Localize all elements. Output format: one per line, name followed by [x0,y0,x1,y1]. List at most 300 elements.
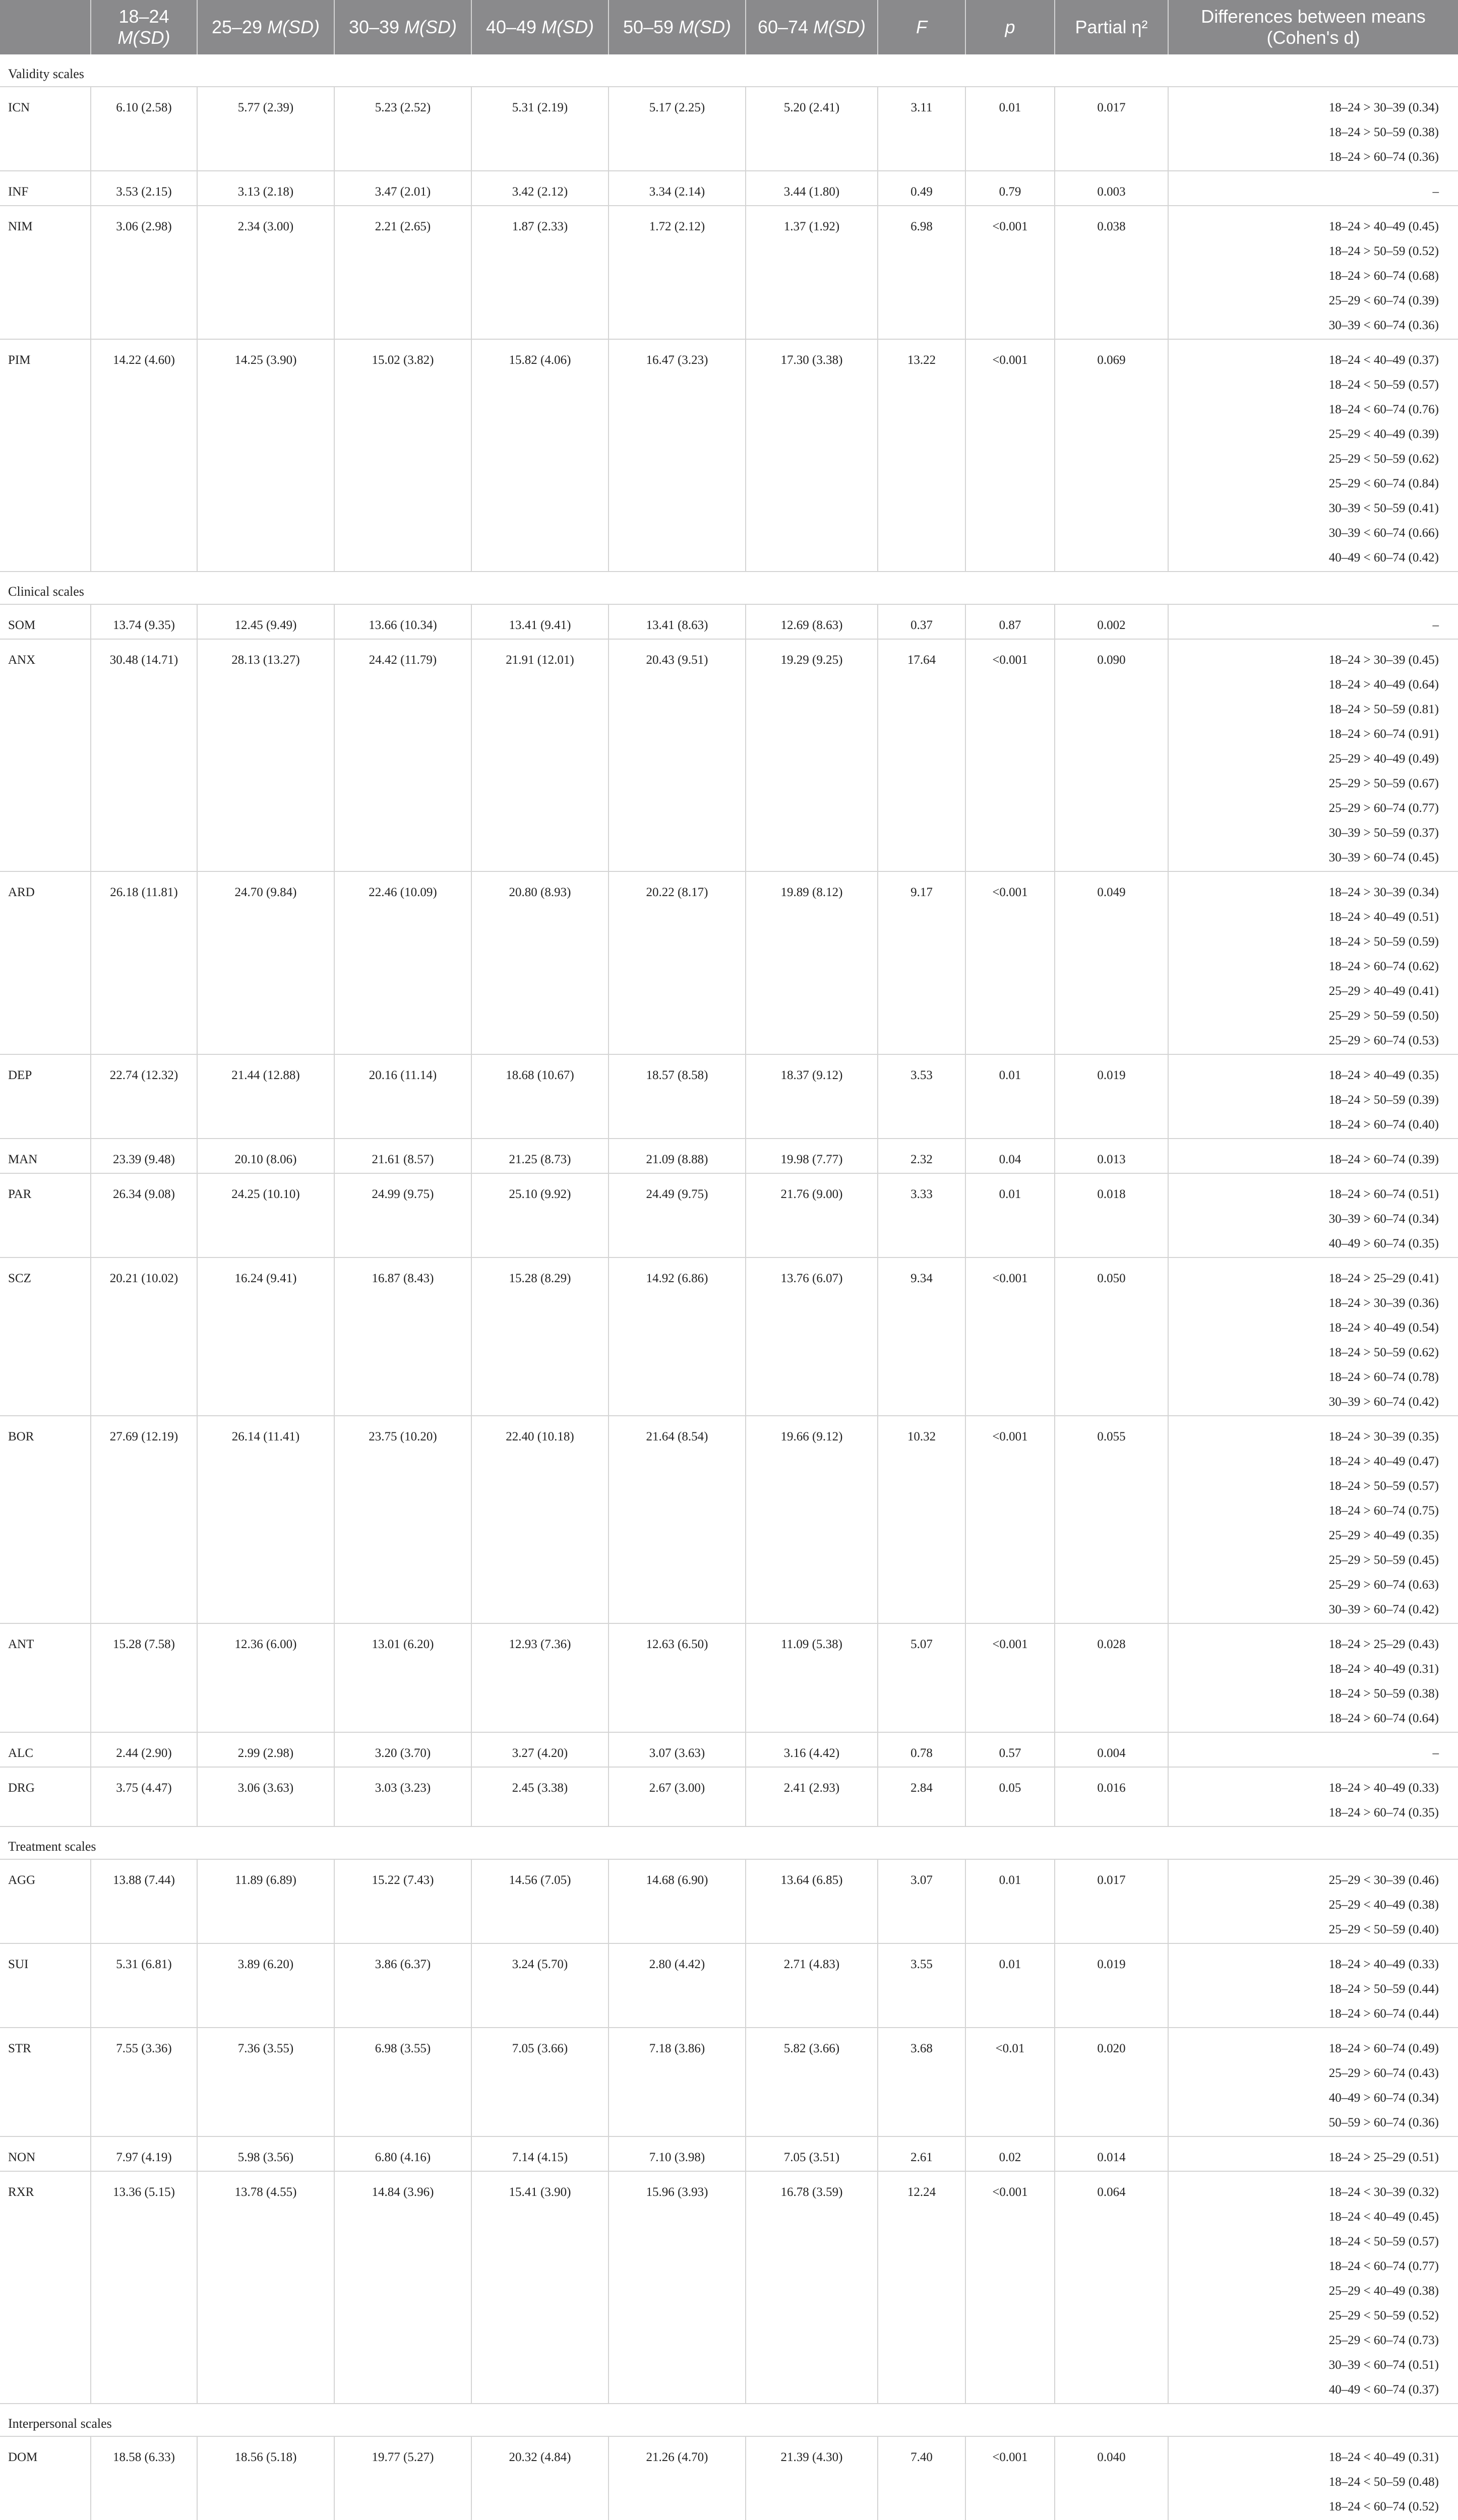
table-cell: 0.02 [965,2136,1055,2171]
table-cell: 24.70 (9.84) [197,871,334,1054]
scale-name: INF [0,171,91,206]
table-cell: <0.001 [965,1416,1055,1623]
table-cell: 0.002 [1055,604,1168,639]
table-cell: 19.89 (8.12) [746,871,878,1054]
table-cell: 16.78 (3.59) [746,2171,878,2404]
table-cell: 13.64 (6.85) [746,1859,878,1943]
table-cell: <0.001 [965,639,1055,871]
table-cell: 2.21 (2.65) [334,206,471,339]
table-cell: 13.78 (4.55) [197,2171,334,2404]
scale-name: NIM [0,206,91,339]
differences-cell [1168,1943,1458,2028]
differences-cell [1168,871,1458,1054]
difference-item: 25–29 > 40–49 (0.49) [1328,752,1439,766]
scale-name: PAR [0,1173,91,1257]
table-cell: 7.14 (4.15) [471,2136,609,2171]
table-cell: 0.017 [1055,1859,1168,1943]
table-cell: 3.47 (2.01) [334,171,471,206]
table-cell: 0.01 [965,87,1055,171]
table-cell: 0.049 [1055,871,1168,1054]
table-cell: 19.98 (7.77) [746,1139,878,1173]
differences-cell [1168,604,1458,639]
table-cell: 0.038 [1055,206,1168,339]
difference-item: 18–24 < 50–59 (0.48) [1328,2475,1439,2489]
table-cell: 0.57 [965,1732,1055,1767]
table-row [0,2436,1458,2520]
difference-item: 30–39 > 60–74 (0.42) [1328,1603,1439,1616]
table-cell: 0.01 [965,1054,1055,1139]
difference-item: 50–59 > 60–74 (0.36) [1328,2116,1439,2129]
difference-item: 25–29 > 40–49 (0.41) [1328,984,1439,998]
difference-item: 18–24 > 40–49 (0.35) [1328,1068,1439,1082]
table-cell: 13.66 (10.34) [334,604,471,639]
table-cell: 3.55 [878,1943,965,2028]
table-cell: 3.16 (4.42) [746,1732,878,1767]
table-cell: 14.68 (6.90) [609,1859,746,1943]
table-row [0,1054,1458,1139]
differences-cell [1168,1767,1458,1826]
table-cell: 7.10 (3.98) [609,2136,746,2171]
table-cell: 2.44 (2.90) [91,1732,197,1767]
table-cell: 3.68 [878,2028,965,2136]
table-cell: 16.87 (8.43) [334,1257,471,1416]
table-cell: 3.53 [878,1054,965,1139]
table-cell: 5.23 (2.52) [334,87,471,171]
differences-cell [1168,1257,1458,1416]
table-cell: 3.53 (2.15) [91,171,197,206]
table-cell: 7.97 (4.19) [91,2136,197,2171]
table-cell: 2.41 (2.93) [746,1767,878,1826]
table-cell: 21.91 (12.01) [471,639,609,871]
table-cell: 25.10 (9.92) [471,1173,609,1257]
table-cell: 2.45 (3.38) [471,1767,609,1826]
table-cell: 3.86 (6.37) [334,1943,471,2028]
table-cell: <0.001 [965,2436,1055,2520]
table-cell: 30.48 (14.71) [91,639,197,871]
difference-item: 18–24 < 30–39 (0.32) [1328,2185,1439,2199]
scale-name: NON [0,2136,91,2171]
table-cell: 1.72 (2.12) [609,206,746,339]
table-cell: 0.090 [1055,639,1168,871]
table-cell: 2.61 [878,2136,965,2171]
table-cell: 12.93 (7.36) [471,1623,609,1732]
table-cell: 26.18 (11.81) [91,871,197,1054]
table-cell: 0.87 [965,604,1055,639]
table-cell: 21.44 (12.88) [197,1054,334,1139]
table-row [0,1732,1458,1767]
difference-item: 18–24 > 50–59 (0.44) [1328,1982,1439,1996]
scale-name: PIM [0,339,91,572]
table-cell: 0.01 [965,1859,1055,1943]
difference-item: 18–24 > 60–74 (0.78) [1328,1370,1439,1384]
table-cell: 0.019 [1055,1054,1168,1139]
difference-item: – [1432,618,1439,632]
table-cell: 3.24 (5.70) [471,1943,609,2028]
table-cell: 11.09 (5.38) [746,1623,878,1732]
table-cell: 0.017 [1055,87,1168,171]
difference-item: 25–29 < 40–49 (0.38) [1328,1898,1439,1912]
table-cell: 5.17 (2.25) [609,87,746,171]
column-header [965,0,1055,54]
difference-item: 25–29 < 30–39 (0.46) [1328,1873,1439,1887]
differences-cell [1168,1623,1458,1732]
section-row [0,54,1458,87]
section-title: Clinical scales [0,572,1458,604]
difference-item: 25–29 > 40–49 (0.35) [1328,1529,1439,1542]
table-cell: 5.07 [878,1623,965,1732]
table-cell: 14.25 (3.90) [197,339,334,572]
scale-name: SCZ [0,1257,91,1416]
table-cell: 15.02 (3.82) [334,339,471,572]
table-cell: 14.22 (4.60) [91,339,197,572]
table-cell: 7.55 (3.36) [91,2028,197,2136]
column-header [746,0,878,54]
difference-item: 18–24 > 50–59 (0.57) [1328,1479,1439,1493]
table-cell: 0.79 [965,171,1055,206]
difference-item: 18–24 < 40–49 (0.45) [1328,2210,1439,2224]
difference-item: 30–39 < 60–74 (0.51) [1328,2358,1439,2372]
difference-item: 18–24 > 30–39 (0.34) [1328,101,1439,114]
difference-item: 18–24 > 60–74 (0.62) [1328,960,1439,973]
difference-item: 18–24 > 60–74 (0.39) [1328,1153,1439,1166]
table-cell: 22.46 (10.09) [334,871,471,1054]
table-cell: 5.31 (6.81) [91,1943,197,2028]
difference-item: 40–49 > 60–74 (0.35) [1328,1237,1439,1250]
differences-cell [1168,171,1458,206]
table-cell: 3.27 (4.20) [471,1732,609,1767]
difference-item: 18–24 > 50–59 (0.38) [1328,125,1439,139]
difference-item: 25–29 > 50–59 (0.67) [1328,777,1439,790]
column-header-label: 60–74 [757,17,814,37]
difference-item: 18–24 > 50–59 (0.39) [1328,1093,1439,1107]
differences-cell [1168,339,1458,572]
differences-cell [1168,206,1458,339]
difference-item: 18–24 > 60–74 (0.36) [1328,150,1439,164]
difference-item: 18–24 > 40–49 (0.51) [1328,910,1439,924]
differences-cell [1168,1416,1458,1623]
table-cell: 0.37 [878,604,965,639]
column-header [609,0,746,54]
table-cell: 2.84 [878,1767,965,1826]
table-row [0,1623,1458,1732]
table-cell: <0.001 [965,871,1055,1054]
table-cell: 2.32 [878,1139,965,1173]
difference-item: 18–24 > 30–39 (0.34) [1328,886,1439,899]
table-cell: 0.003 [1055,171,1168,206]
column-header-sublabel: (Cohen's d) [1266,27,1360,48]
table-cell: 20.80 (8.93) [471,871,609,1054]
scale-name: RXR [0,2171,91,2404]
differences-cell [1168,2028,1458,2136]
table-row [0,871,1458,1054]
difference-item: 18–24 > 25–29 (0.43) [1328,1637,1439,1651]
column-header [878,0,965,54]
table-cell: 5.31 (2.19) [471,87,609,171]
column-header-label: p [1005,17,1015,37]
table-cell: 0.050 [1055,1257,1168,1416]
table-cell: 26.14 (11.41) [197,1416,334,1623]
table-cell: 20.21 (10.02) [91,1257,197,1416]
difference-item: 18–24 > 60–74 (0.91) [1328,727,1439,741]
table-row [0,87,1458,171]
table-cell: 19.77 (5.27) [334,2436,471,2520]
table-cell: 18.37 (9.12) [746,1054,878,1139]
table-cell: 23.75 (10.20) [334,1416,471,1623]
table-row [0,1173,1458,1257]
table-cell: 13.36 (5.15) [91,2171,197,2404]
differences-cell [1168,87,1458,171]
difference-item: 30–39 > 60–74 (0.34) [1328,1212,1439,1226]
table-cell: 23.39 (9.48) [91,1139,197,1173]
table-cell: 7.05 (3.66) [471,2028,609,2136]
difference-item: 18–24 > 25–29 (0.51) [1328,2151,1439,2164]
table-cell: <0.01 [965,2028,1055,2136]
difference-item: 18–24 < 50–59 (0.57) [1328,2235,1439,2248]
scale-name: SUI [0,1943,91,2028]
table-cell: 12.45 (9.49) [197,604,334,639]
table-cell: 15.28 (8.29) [471,1257,609,1416]
difference-item: 25–29 > 60–74 (0.63) [1328,1578,1439,1592]
table-cell: 22.74 (12.32) [91,1054,197,1139]
table-cell: 0.040 [1055,2436,1168,2520]
table-cell: 0.01 [965,1173,1055,1257]
table-cell: 0.49 [878,171,965,206]
table-cell: 6.98 [878,206,965,339]
table-cell: 0.019 [1055,1943,1168,2028]
difference-item: 25–29 < 50–59 (0.62) [1328,452,1439,466]
table-cell: 3.33 [878,1173,965,1257]
difference-item: 18–24 < 40–49 (0.31) [1328,2450,1439,2464]
differences-cell [1168,1173,1458,1257]
scale-name: AGG [0,1859,91,1943]
difference-item: 18–24 < 60–74 (0.52) [1328,2500,1439,2513]
table-cell: 9.34 [878,1257,965,1416]
table-cell: 15.82 (4.06) [471,339,609,572]
section-title: Treatment scales [0,1826,1458,1859]
table-cell: 20.43 (9.51) [609,639,746,871]
table-cell: 3.75 (4.47) [91,1767,197,1826]
table-cell: <0.001 [965,206,1055,339]
difference-item: 18–24 > 50–59 (0.81) [1328,703,1439,716]
difference-item: 18–24 > 40–49 (0.47) [1328,1455,1439,1468]
table-cell: 13.76 (6.07) [746,1257,878,1416]
difference-item: 18–24 > 50–59 (0.38) [1328,1687,1439,1700]
table-cell: 16.24 (9.41) [197,1257,334,1416]
table-cell: 0.064 [1055,2171,1168,2404]
table-cell: 14.92 (6.86) [609,1257,746,1416]
table-cell: 0.013 [1055,1139,1168,1173]
table-cell: 2.80 (4.42) [609,1943,746,2028]
table-cell: 0.01 [965,1943,1055,2028]
table-cell: 11.89 (6.89) [197,1859,334,1943]
table-cell: 7.18 (3.86) [609,2028,746,2136]
difference-item: – [1432,1746,1439,1760]
table-cell: 13.41 (8.63) [609,604,746,639]
table-cell: 3.42 (2.12) [471,171,609,206]
difference-item: 18–24 > 60–74 (0.75) [1328,1504,1439,1518]
table-cell: 21.76 (9.00) [746,1173,878,1257]
table-cell: 2.34 (3.00) [197,206,334,339]
scale-name: DOM [0,2436,91,2520]
table-cell: 6.98 (3.55) [334,2028,471,2136]
table-cell: 28.13 (13.27) [197,639,334,871]
table-cell: 22.40 (10.18) [471,1416,609,1623]
table-row [0,206,1458,339]
table-cell: 21.25 (8.73) [471,1139,609,1173]
table-row [0,2171,1458,2404]
difference-item: 18–24 > 60–74 (0.49) [1328,2042,1439,2055]
table-cell: 3.44 (1.80) [746,171,878,206]
table-cell: 15.22 (7.43) [334,1859,471,1943]
table-cell: 0.016 [1055,1767,1168,1826]
section-title: Validity scales [0,54,1458,87]
difference-item: 40–49 < 60–74 (0.37) [1328,2383,1439,2397]
difference-item: 18–24 > 40–49 (0.45) [1328,220,1439,233]
table-cell: 24.99 (9.75) [334,1173,471,1257]
table-cell: 21.39 (4.30) [746,2436,878,2520]
scale-name: BOR [0,1416,91,1623]
table-cell: 18.58 (6.33) [91,2436,197,2520]
table-row [0,1859,1458,1943]
table-cell: 27.69 (12.19) [91,1416,197,1623]
table-cell: 18.56 (5.18) [197,2436,334,2520]
column-header-label: 25–29 [211,17,268,37]
column-header-sublabel: M(SD) [117,27,170,48]
difference-item: 25–29 > 60–74 (0.43) [1328,2066,1439,2080]
column-header-sublabel: M(SD) [679,17,732,37]
table-cell: 3.03 (3.23) [334,1767,471,1826]
differences-cell [1168,2436,1458,2520]
column-header-sublabel: M(SD) [267,17,320,37]
scale-name: ALC [0,1732,91,1767]
table-cell: 13.01 (6.20) [334,1623,471,1732]
difference-item: 30–39 < 60–74 (0.36) [1328,319,1439,332]
difference-item: 30–39 > 60–74 (0.42) [1328,1395,1439,1409]
table-cell: 7.05 (3.51) [746,2136,878,2171]
column-header-label: 50–59 [623,17,679,37]
difference-item: 18–24 > 60–74 (0.40) [1328,1118,1439,1131]
difference-item: 18–24 < 60–74 (0.76) [1328,403,1439,416]
table-cell: 24.25 (10.10) [197,1173,334,1257]
table-cell: 3.11 [878,87,965,171]
table-cell: 0.04 [965,1139,1055,1173]
table-cell: 2.71 (4.83) [746,1943,878,2028]
difference-item: 30–39 < 60–74 (0.66) [1328,526,1439,540]
table-cell: 3.07 (3.63) [609,1732,746,1767]
column-header [0,0,91,54]
difference-item: 18–24 > 50–59 (0.52) [1328,244,1439,258]
scale-name: ANT [0,1623,91,1732]
table-cell: 5.82 (3.66) [746,2028,878,2136]
column-header-label: Differences between means [1201,6,1426,27]
differences-cell [1168,2171,1458,2404]
table-cell: 0.78 [878,1732,965,1767]
table-cell: 7.40 [878,2436,965,2520]
difference-item: 25–29 < 60–74 (0.39) [1328,294,1439,307]
scale-name: DEP [0,1054,91,1139]
scale-name: ARD [0,871,91,1054]
table-cell: 12.36 (6.00) [197,1623,334,1732]
difference-item: 18–24 > 60–74 (0.44) [1328,2007,1439,2021]
table-row [0,639,1458,871]
table-cell: 19.29 (9.25) [746,639,878,871]
scale-name: ICN [0,87,91,171]
table-cell: 0.069 [1055,339,1168,572]
table-row [0,339,1458,572]
table-cell: 15.96 (3.93) [609,2171,746,2404]
difference-item: 30–39 > 50–59 (0.37) [1328,826,1439,840]
scale-name: DRG [0,1767,91,1826]
table-cell: 14.56 (7.05) [471,1859,609,1943]
difference-item: 25–29 > 50–59 (0.45) [1328,1553,1439,1567]
difference-item: 18–24 > 40–49 (0.33) [1328,1958,1439,1971]
column-header [471,0,609,54]
table-cell: 3.13 (2.18) [197,171,334,206]
table-cell: 19.66 (9.12) [746,1416,878,1623]
difference-item: 25–29 > 60–74 (0.77) [1328,801,1439,815]
difference-item: 18–24 < 40–49 (0.37) [1328,353,1439,367]
table-cell: 13.41 (9.41) [471,604,609,639]
differences-cell [1168,2136,1458,2171]
table-cell: <0.001 [965,1257,1055,1416]
difference-item: 18–24 < 60–74 (0.77) [1328,2259,1439,2273]
table-row [0,1416,1458,1623]
differences-cell [1168,1859,1458,1943]
table-cell: 15.28 (7.58) [91,1623,197,1732]
scale-name: MAN [0,1139,91,1173]
table-cell: 21.26 (4.70) [609,2436,746,2520]
table-cell: 10.32 [878,1416,965,1623]
table-cell: 24.42 (11.79) [334,639,471,871]
table-cell: 15.41 (3.90) [471,2171,609,2404]
table-cell: 12.63 (6.50) [609,1623,746,1732]
differences-cell [1168,639,1458,871]
table-cell: <0.001 [965,2171,1055,2404]
difference-item: 25–29 < 50–59 (0.40) [1328,1923,1439,1936]
table-cell: 3.06 (3.63) [197,1767,334,1826]
table-cell: 21.61 (8.57) [334,1139,471,1173]
differences-cell [1168,1054,1458,1139]
difference-item: – [1432,185,1439,199]
difference-item: 18–24 > 40–49 (0.31) [1328,1662,1439,1676]
table-cell: 18.57 (8.58) [609,1054,746,1139]
table-cell: 2.67 (3.00) [609,1767,746,1826]
table-cell: 0.014 [1055,2136,1168,2171]
column-header-label: 40–49 [485,17,542,37]
table-cell: 3.20 (3.70) [334,1732,471,1767]
column-header [91,0,197,54]
difference-item: 18–24 > 60–74 (0.64) [1328,1712,1439,1725]
difference-item: 18–24 > 40–49 (0.54) [1328,1321,1439,1335]
scale-name: STR [0,2028,91,2136]
section-row [0,1826,1458,1859]
column-header [1168,0,1458,54]
column-header [197,0,334,54]
column-header [334,0,471,54]
table-cell: 0.055 [1055,1416,1168,1623]
table-cell: 5.98 (3.56) [197,2136,334,2171]
table-row [0,1943,1458,2028]
difference-item: 18–24 > 40–49 (0.64) [1328,678,1439,691]
table-cell: 1.87 (2.33) [471,206,609,339]
column-header-label: Partial η² [1075,17,1148,37]
table-cell: 5.20 (2.41) [746,87,878,171]
column-header-label: 30–39 [348,17,405,37]
table-cell: 0.020 [1055,2028,1168,2136]
table-row [0,2136,1458,2171]
table-cell: 16.47 (3.23) [609,339,746,572]
table-cell: 9.17 [878,871,965,1054]
